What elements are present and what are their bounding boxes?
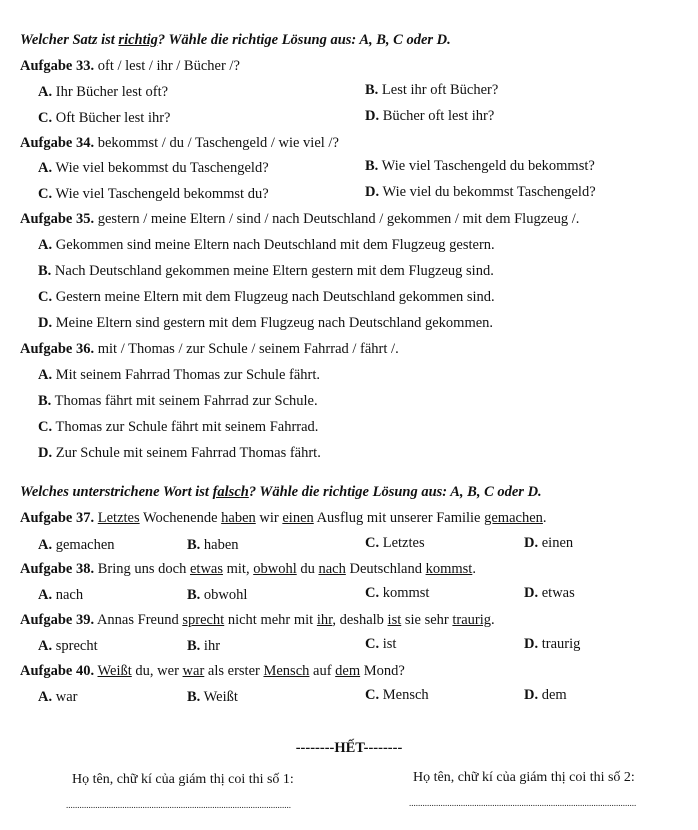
underlined-word: sprecht (182, 612, 225, 628)
sentence-text: du (296, 561, 319, 577)
underlined-word: Weißt (97, 663, 132, 679)
question-label: Aufgabe 38. (20, 561, 95, 577)
option-text: Gekommen sind meine Eltern nach Deutschland mit dem Flugzeug gestern. (52, 237, 495, 253)
sentence-text: . (491, 612, 495, 628)
option-37-a[interactable] (38, 537, 115, 554)
option-letter: D. (524, 585, 539, 601)
option-letter: C. (365, 585, 380, 601)
sentence-text: . (542, 510, 547, 526)
sentence-text: , deshalb (332, 612, 388, 628)
sentence-text: auf (309, 663, 336, 679)
question-35 (20, 211, 698, 228)
underlined-word: Mensch (263, 663, 310, 679)
option-text: etwas (538, 585, 575, 601)
option-34-a[interactable] (38, 160, 269, 177)
option-letter: C. (38, 289, 53, 305)
invigilator-2-label: Họ tên, chữ kí của giám thị coi thi số 2: (413, 770, 635, 785)
option-text: gemachen (52, 537, 115, 553)
underlined-word: einen (282, 510, 314, 526)
option-text: Ihr Bücher lest oft? (52, 84, 169, 100)
sentence-text: Wochenende (139, 510, 222, 526)
option-letter: B. (187, 537, 201, 553)
option-text: Bücher oft lest ihr? (379, 108, 495, 124)
section2-instruction-post: ? Wähle die richtige Lösung aus: A, B, C oder D. (248, 484, 542, 500)
sentence-text: als erster (204, 663, 264, 679)
option-38-a[interactable] (38, 587, 83, 604)
option-text: Zur Schule mit seinem Fahrrad Thomas fährt. (52, 445, 321, 461)
end-mark: --------HẾT-------- (295, 740, 403, 756)
option-36-a[interactable] (38, 367, 320, 384)
underlined-word: dem (335, 663, 361, 679)
option-38-d[interactable] (524, 585, 575, 602)
question-39 (20, 612, 698, 629)
option-text: Letztes (379, 535, 425, 551)
option-letter: D. (365, 108, 380, 124)
option-40-a[interactable] (38, 689, 77, 706)
option-39-a[interactable] (38, 638, 98, 655)
option-40-c[interactable] (365, 687, 429, 704)
section1-instruction (20, 32, 698, 49)
option-text: obwohl (200, 587, 248, 603)
sentence-text: wir (255, 510, 283, 526)
option-33-b[interactable] (365, 82, 498, 99)
question-label: Aufgabe 40. (20, 663, 95, 679)
option-letter: D. (524, 687, 539, 703)
option-38-c[interactable] (365, 585, 429, 602)
sentence-text: Ausflug mit unserer Familie (313, 510, 485, 526)
option-letter: C. (365, 535, 380, 551)
option-letter: A. (38, 160, 53, 176)
option-letter: B. (187, 638, 201, 654)
option-letter: D. (365, 184, 380, 200)
option-38-b[interactable] (187, 587, 247, 604)
signature-line-2: ..................................................................................................... (409, 798, 637, 808)
option-text: Mensch (379, 687, 429, 703)
option-37-c[interactable] (365, 535, 425, 552)
underlined-word: kommst (425, 561, 473, 577)
underlined-word: traurig (452, 612, 492, 628)
option-35-c[interactable] (38, 289, 495, 306)
option-letter: C. (38, 419, 53, 435)
option-letter: B. (365, 82, 379, 98)
option-text: Wie viel du bekommst Taschengeld? (379, 184, 596, 200)
option-text: Nach Deutschland gekommen meine Eltern gestern mit dem Flugzeug sind. (51, 263, 494, 279)
option-36-b[interactable] (38, 393, 318, 410)
option-text: Weißt (200, 689, 238, 705)
option-39-b[interactable] (187, 638, 220, 655)
option-36-d[interactable] (38, 445, 321, 462)
signature-line-1: .................................................................................................... (66, 800, 291, 810)
underlined-word: etwas (189, 561, 223, 577)
option-letter: A. (38, 689, 53, 705)
option-37-b[interactable] (187, 537, 239, 554)
question-label: Aufgabe 33. (20, 58, 95, 74)
question-text: gestern / meine Eltern / sind / nach Deutschland / gekommen / mit dem Flugzeug /. (94, 211, 580, 227)
option-text: nach (52, 587, 84, 603)
option-35-b[interactable] (38, 263, 494, 280)
option-40-b[interactable] (187, 689, 238, 706)
option-letter: A. (38, 84, 53, 100)
underlined-word: nach (318, 561, 346, 577)
option-39-c[interactable] (365, 636, 396, 653)
question-label: Aufgabe 36. (20, 341, 95, 357)
underlined-word: gemachen (484, 510, 543, 526)
option-text: ist (379, 636, 397, 652)
option-34-c[interactable] (38, 186, 269, 203)
question-label: Aufgabe 34. (20, 135, 95, 151)
option-text: Wie viel Taschengeld bekommst du? (52, 186, 269, 202)
option-letter: D. (524, 535, 539, 551)
option-letter: A. (38, 537, 53, 553)
sentence-text: Annas Freund (96, 612, 183, 628)
underlined-word: war (182, 663, 205, 679)
option-letter: B. (365, 158, 379, 174)
question-33 (20, 58, 698, 75)
question-38 (20, 561, 698, 578)
option-text: traurig (538, 636, 581, 652)
option-letter: D. (524, 636, 539, 652)
option-33-a[interactable] (38, 84, 168, 101)
invigilator-1-label: Họ tên, chữ kí của giám thị coi thi số 1: (72, 772, 294, 787)
option-letter: C. (365, 687, 380, 703)
option-text: kommst (379, 585, 430, 601)
option-37-d[interactable] (524, 535, 573, 552)
question-37 (20, 510, 698, 527)
option-letter: A. (38, 638, 53, 654)
question-text: oft / lest / ihr / Bücher /? (94, 58, 240, 74)
underlined-word: obwohl (253, 561, 297, 577)
question-34 (20, 135, 698, 152)
section1-instruction-pre: Welcher Satz ist (20, 32, 119, 48)
option-35-a[interactable] (38, 237, 495, 254)
option-text: haben (200, 537, 239, 553)
underlined-word: Letztes (97, 510, 140, 526)
sentence-text: Bring uns doch (97, 561, 190, 577)
option-text: ihr (200, 638, 221, 654)
sentence-text: Mond? (360, 663, 405, 679)
option-33-c[interactable] (38, 110, 171, 127)
sentence-text: sie sehr (401, 612, 453, 628)
option-text: Wie viel Taschengeld du bekommst? (378, 158, 595, 174)
option-letter: B. (187, 689, 201, 705)
question-36 (20, 341, 698, 358)
option-text: einen (538, 535, 574, 551)
option-text: Oft Bücher lest ihr? (52, 110, 171, 126)
option-text: war (52, 689, 78, 705)
option-letter: C. (38, 110, 53, 126)
section2-instruction-pre: Welches unterstrichene Wort ist (20, 484, 213, 500)
option-34-b[interactable] (365, 158, 595, 175)
sentence-text: Deutschland (345, 561, 426, 577)
option-letter: B. (38, 263, 52, 279)
option-text: Meine Eltern sind gestern mit dem Flugzeug nach Deutschland gekommen. (52, 315, 494, 331)
section1-instruction-post: ? Wähle die richtige Lösung aus: A, B, C oder D. (157, 32, 451, 48)
question-label: Aufgabe 37. (20, 510, 95, 526)
option-39-d[interactable] (524, 636, 580, 653)
section2-instruction (20, 484, 698, 501)
question-label: Aufgabe 39. (20, 612, 95, 628)
option-35-d[interactable] (38, 315, 493, 332)
sentence-text: du, wer (131, 663, 183, 679)
option-letter: C. (38, 186, 53, 202)
option-letter: B. (187, 587, 201, 603)
underlined-word: ist (387, 612, 402, 628)
question-label: Aufgabe 35. (20, 211, 95, 227)
option-text: dem (538, 687, 567, 703)
option-36-c[interactable] (38, 419, 318, 436)
option-letter: A. (38, 367, 53, 383)
option-letter: C. (365, 636, 380, 652)
sentence-text: nicht mehr mit (224, 612, 317, 628)
question-text: bekommst / du / Taschengeld / wie viel /? (94, 135, 339, 151)
option-letter: A. (38, 237, 53, 253)
option-letter: D. (38, 315, 53, 331)
option-text: Lest ihr oft Bücher? (378, 82, 499, 98)
option-text: Thomas fährt mit seinem Fahrrad zur Schule. (51, 393, 318, 409)
option-text: Mit seinem Fahrrad Thomas zur Schule fährt. (52, 367, 321, 383)
option-text: sprecht (52, 638, 98, 654)
option-letter: B. (38, 393, 52, 409)
question-40 (20, 663, 698, 680)
sentence-text: mit, (223, 561, 254, 577)
section2-instruction-underlined: falsch (212, 484, 249, 500)
underlined-word: haben (221, 510, 256, 526)
underlined-word: ihr (316, 612, 333, 628)
option-text: Gestern meine Eltern mit dem Flugzeug nach Deutschland gekommen sind. (52, 289, 495, 305)
sentence-text: . (472, 561, 476, 577)
option-letter: A. (38, 587, 53, 603)
option-33-d[interactable] (365, 108, 494, 125)
option-text: Thomas zur Schule fährt mit seinem Fahrrad. (52, 419, 319, 435)
option-34-d[interactable] (365, 184, 596, 201)
option-text: Wie viel bekommst du Taschengeld? (52, 160, 269, 176)
option-40-d[interactable] (524, 687, 567, 704)
option-letter: D. (38, 445, 53, 461)
section1-instruction-underlined: richtig (118, 32, 158, 48)
question-text: mit / Thomas / zur Schule / seinem Fahrrad / fährt /. (94, 341, 399, 357)
